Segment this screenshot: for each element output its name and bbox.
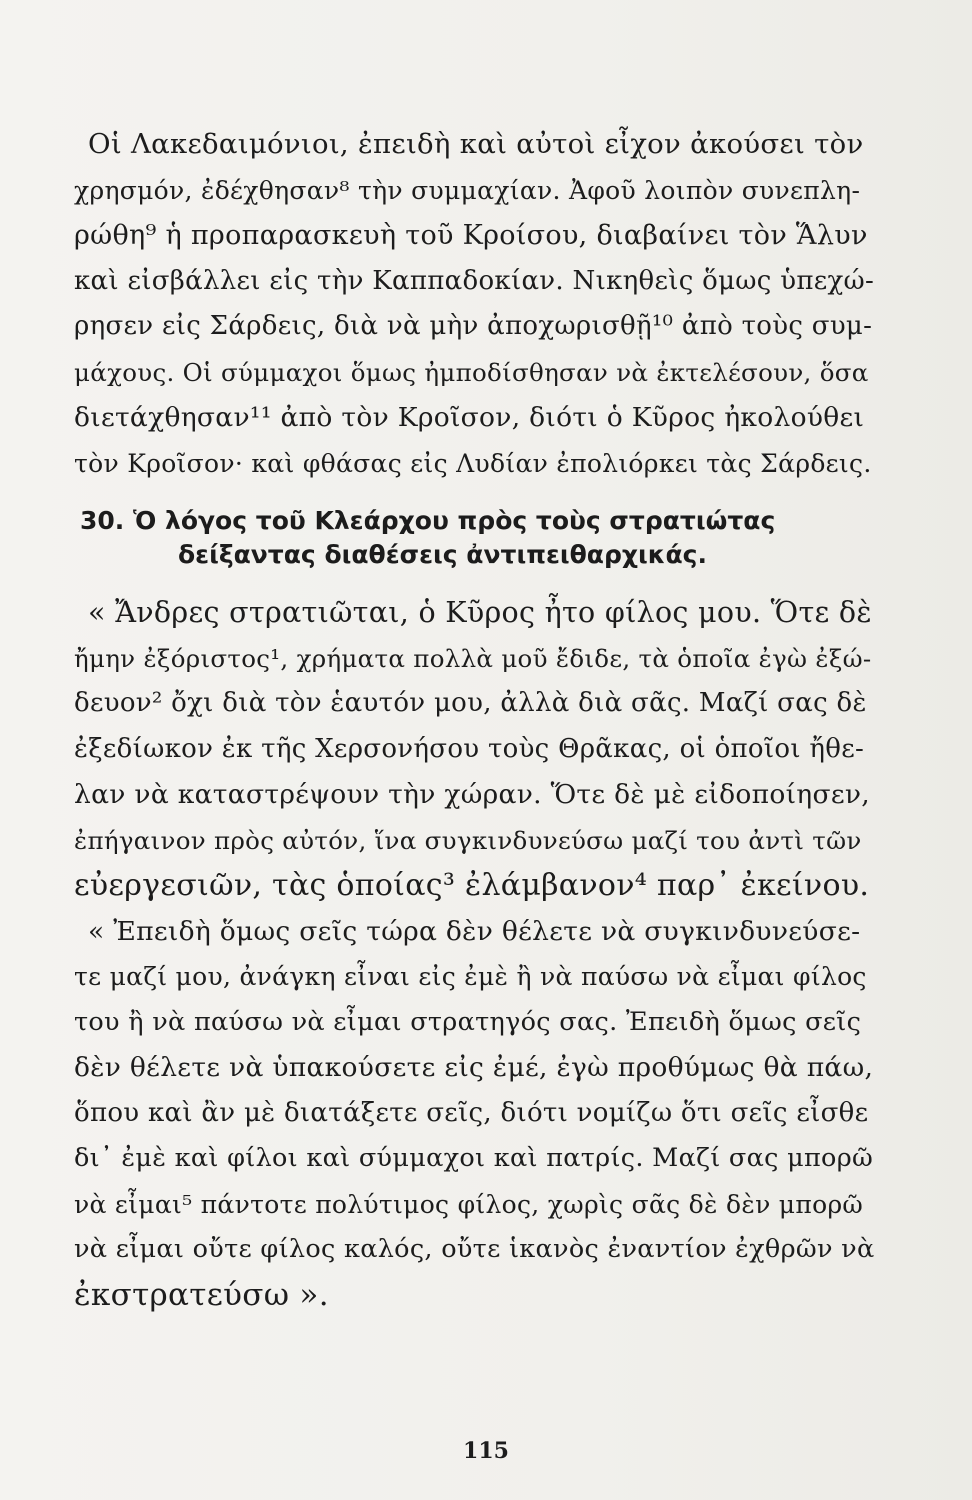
- text-block: [74, 122, 874, 1318]
- text-line: ἐξεδίωκον ἐκ τῆς Χερσονήσου τοὺς Θρᾶκας, οἱ ὁποῖοι ἤθε-: [74, 733, 865, 764]
- text-line: « Ἄνδρες στρατιῶται, ὁ Κῦρος ἦτο φίλος μου. Ὅτε δὲ: [88, 596, 872, 629]
- text-line: νὰ εἶμαι⁵ πάντοτε πολύτιμος φίλος, χωρὶς σᾶς δὲ δὲν μπορῶ: [74, 1189, 864, 1219]
- text-line: δι᾽ ἐμὲ καὶ φίλοι καὶ σύμμαχοι καὶ πατρίς. Μαζί σας μπορῶ: [74, 1143, 874, 1173]
- text-line: του ἢ νὰ παύσω νὰ εἶμαι στρατηγός σας. Ἐπειδὴ ὅμως σεῖς: [74, 1006, 862, 1037]
- text-line: καὶ εἰσβάλλει εἰς τὴν Καππαδοκίαν. Νικηθεὶς ὅμως ὑπεχώ-: [74, 265, 875, 296]
- text-line: λαν νὰ καταστρέψουν τὴν χώραν. Ὅτε δὲ μὲ εἰδοποίησεν,: [74, 779, 871, 810]
- text-line: « Ἐπειδὴ ὅμως σεῖς τώρα δὲν θέλετε νὰ συγκινδυνεύσε-: [88, 915, 861, 947]
- text-line: ἐπήγαινον πρὸς αὐτόν, ἵνα συγκινδυνεύσω μαζί του ἀντὶ τῶν: [74, 825, 862, 855]
- section-heading-line: δείξαντας διαθέσεις ἀντιπειθαρχικάς.: [178, 540, 707, 569]
- paragraph-clearchus-speech-2: [74, 909, 874, 1319]
- text-line: ρησεν εἰς Σάρδεις, διὰ νὰ μὴν ἀποχωρισθῇ¹⁰ ἀπὸ τοὺς συμ-: [74, 311, 873, 341]
- text-line: ἤμην ἐξόριστος¹, χρήματα πολλὰ μοῦ ἔδιδε, τὰ ὁποῖα ἐγὼ ἐξώ-: [74, 643, 872, 673]
- text-line: διετάχθησαν¹¹ ἀπὸ τὸν Κροῖσον, διότι ὁ Κῦρος ἠκολούθει: [74, 402, 865, 433]
- text-line: χρησμόν, ἐδέχθησαν⁸ τὴν συμμαχίαν. Ἀφοῦ λοιπὸν συνεπλη-: [74, 175, 861, 205]
- text-line: εὐεργεσιῶν, τὰς ὁποίας³ ἐλάμβανον⁴ παρ᾽ ἐκείνου.: [74, 868, 870, 903]
- section-heading-line: 30. Ὁ λόγος τοῦ Κλεάρχου πρὸς τοὺς στρατιώτας: [80, 506, 776, 535]
- text-line: δὲν θέλετε νὰ ὑπακούσετε εἰς ἐμέ, ἐγὼ προθύμως θὰ πάω,: [74, 1052, 874, 1083]
- page-number: 115: [463, 1438, 509, 1464]
- text-line: Οἱ Λακεδαιμόνιοι, ἐπειδὴ καὶ αὐτοὶ εἶχον ἀκούσει τὸν: [88, 128, 864, 160]
- text-line: ἐκστρατεύσω ».: [74, 1276, 329, 1313]
- text-line: νὰ εἶμαι οὔτε φίλος καλός, οὔτε ἱκανὸς ἐναντίον ἐχθρῶν νὰ: [74, 1234, 875, 1264]
- text-line: μάχους. Οἱ σύμμαχοι ὅμως ἠμποδίσθησαν νὰ ἐκτελέσουν, ὅσα: [74, 357, 869, 387]
- text-line: τὸν Κροῖσον· καὶ φθάσας εἰς Λυδίαν ἐπολιόρκει τὰς Σάρδεις.: [74, 448, 872, 478]
- text-line: ρώθη⁹ ἡ προπαρασκευὴ τοῦ Κροίσου, διαβαίνει τὸν Ἅλυν: [74, 220, 868, 251]
- text-line: δευον² ὄχι διὰ τὸν ἑαυτόν μου, ἀλλὰ διὰ σᾶς. Μαζί σας δὲ: [74, 688, 867, 718]
- section-heading: [74, 504, 874, 572]
- text-line: τε μαζί μου, ἀνάγκη εἶναι εἰς ἐμὲ ἢ νὰ παύσω νὰ εἶμαι φίλος: [74, 962, 867, 991]
- paragraph-clearchus-speech-1: [74, 590, 874, 909]
- paragraph-croesus: [74, 122, 874, 486]
- text-line: ὅπου καὶ ἂν μὲ διατάξετε σεῖς, διότι νομίζω ὅτι σεῖς εἶσθε: [74, 1097, 869, 1128]
